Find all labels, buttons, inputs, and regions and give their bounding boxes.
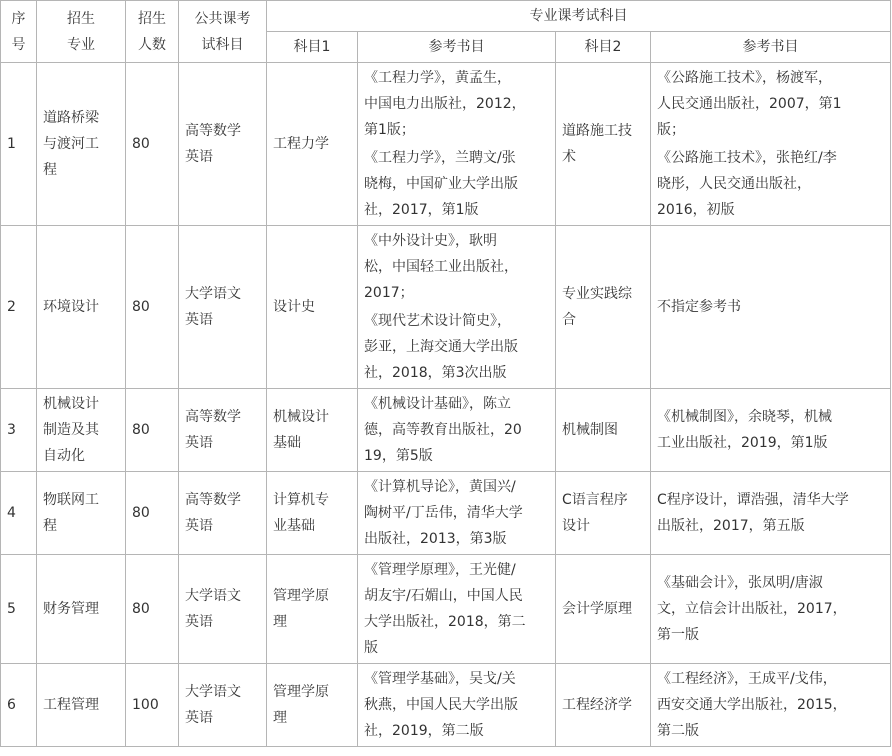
table-row — [1, 226, 891, 389]
subject2-line: 合 — [562, 312, 576, 328]
books1-cell — [358, 472, 556, 555]
major-cell — [37, 555, 126, 664]
book-reference — [364, 65, 555, 143]
major-line: 自动化 — [43, 448, 85, 464]
book-reference-line: 社，2019，第二版 — [364, 723, 484, 739]
subject1-line: 基础 — [273, 435, 301, 451]
book-reference-line: 《工程力学》，黄孟生， — [364, 70, 511, 86]
public-subject-line: 大学语文 — [185, 588, 241, 604]
major-line: 环境设计 — [43, 299, 99, 315]
books1-cell — [358, 664, 556, 747]
header-row-1 — [1, 1, 891, 32]
enrollment-cell: 80 — [126, 63, 179, 226]
book-reference-line: 出版社，2013，第3版 — [364, 531, 507, 547]
book-reference-line: 《公路施工技术》，杨渡军， — [657, 70, 832, 86]
header-books1: 参考书目 — [358, 32, 556, 63]
public-subject-line: 大学语文 — [185, 286, 241, 302]
public-subject-line: 英语 — [185, 614, 213, 630]
book-reference-line: 2017； — [364, 285, 414, 301]
book-reference — [364, 391, 555, 469]
header-text-line: 招生 — [138, 10, 166, 27]
book-reference-line: 版； — [657, 122, 685, 138]
public-subject-line: 高等数学 — [185, 123, 241, 139]
book-reference-line: C程序设计，谭浩强，清华大学 — [657, 492, 849, 508]
header-professional-subjects: 专业课考试科目 — [267, 1, 891, 32]
book-reference-line: 社，2017，第1版 — [364, 202, 479, 218]
subject2-cell — [556, 63, 651, 226]
book-reference-line: 版 — [364, 640, 378, 656]
book-reference-line: 《管理学基础》，吴戈/关 — [364, 671, 516, 687]
public-subjects-cell — [179, 555, 267, 664]
major-cell — [37, 226, 126, 389]
subject1-line: 设计史 — [273, 299, 315, 315]
header-text-line: 招生 — [67, 10, 95, 27]
header-index — [1, 1, 37, 63]
subject2-line: 专业实践综 — [562, 286, 632, 302]
book-reference-line: 《现代艺术设计简史》， — [364, 313, 511, 329]
index-cell: 3 — [1, 389, 37, 472]
major-line: 机械设计 — [43, 396, 99, 412]
book-reference-line: 《工程经济》，王成平/戈伟， — [657, 671, 837, 687]
subject1-line: 管理学原 — [273, 684, 329, 700]
subject2-line: 术 — [562, 149, 576, 165]
books1-cell — [358, 226, 556, 389]
header-public-subjects — [179, 1, 267, 63]
subject1-line: 管理学原 — [273, 588, 329, 604]
major-line: 制造及其 — [43, 422, 99, 438]
header-books2: 参考书目 — [651, 32, 891, 63]
books2-cell — [651, 472, 891, 555]
book-reference — [364, 145, 555, 223]
subject2-cell — [556, 555, 651, 664]
table-row — [1, 389, 891, 472]
header-major — [37, 1, 126, 63]
subject1-cell — [267, 472, 358, 555]
book-reference-line: 彭亚，上海交通大学出版 — [364, 339, 518, 355]
book-reference — [657, 570, 890, 648]
book-reference-line: 不指定参考书 — [657, 299, 741, 315]
index-cell: 1 — [1, 63, 37, 226]
subject2-line: C语言程序 — [562, 492, 628, 508]
subject1-cell — [267, 389, 358, 472]
book-reference — [657, 666, 890, 744]
public-subjects-cell — [179, 63, 267, 226]
index-cell: 4 — [1, 472, 37, 555]
header-text-line: 公共课考 — [194, 10, 251, 27]
major-cell — [37, 63, 126, 226]
subject1-line: 业基础 — [273, 518, 315, 534]
major-line: 程 — [43, 518, 57, 534]
book-reference — [364, 557, 555, 661]
book-reference — [657, 487, 890, 539]
header-text-line: 试科目 — [201, 36, 244, 53]
table-row — [1, 555, 891, 664]
header-text-line: 人数 — [138, 36, 166, 53]
table-row — [1, 664, 891, 747]
books2-cell — [651, 555, 891, 664]
book-reference-line: 《管理学原理》，王光健/ — [364, 562, 516, 578]
subject1-cell — [267, 63, 358, 226]
book-reference-line: 《基础会计》，张凤明/唐淑 — [657, 575, 823, 591]
book-reference-line: 第二版 — [657, 723, 699, 739]
book-reference-line: 《工程力学》，兰聘文/张 — [364, 150, 516, 166]
book-reference-line: 胡友宇/石媚山，中国人民 — [364, 588, 523, 604]
enrollment-cell: 100 — [126, 664, 179, 747]
book-reference — [657, 404, 890, 456]
subject2-cell — [556, 226, 651, 389]
subject1-cell — [267, 226, 358, 389]
public-subject-line: 英语 — [185, 149, 213, 165]
book-reference-line: 陶树平/丁岳伟，清华大学 — [364, 505, 523, 521]
subject2-cell — [556, 472, 651, 555]
public-subjects-cell — [179, 472, 267, 555]
public-subject-line: 英语 — [185, 710, 213, 726]
book-reference — [364, 228, 555, 306]
public-subject-line: 英语 — [185, 518, 213, 534]
subject1-cell — [267, 664, 358, 747]
books1-cell — [358, 63, 556, 226]
subject2-line: 工程经济学 — [562, 697, 632, 713]
public-subject-line: 高等数学 — [185, 492, 241, 508]
enrollment-cell: 80 — [126, 555, 179, 664]
header-text-line: 号 — [11, 36, 26, 53]
subject2-line: 设计 — [562, 518, 590, 534]
major-cell — [37, 472, 126, 555]
book-reference — [364, 308, 555, 386]
subject1-line: 机械设计 — [273, 409, 329, 425]
header-subject1: 科目1 — [267, 32, 358, 63]
major-cell — [37, 664, 126, 747]
book-reference-line: 社，2018，第3次出版 — [364, 365, 507, 381]
book-reference-line: 中国电力出版社，2012， — [364, 96, 526, 112]
books2-cell — [651, 63, 891, 226]
book-reference-line: 文，立信会计出版社，2017， — [657, 601, 847, 617]
enrollment-cell: 80 — [126, 226, 179, 389]
index-cell: 6 — [1, 664, 37, 747]
major-line: 物联网工 — [43, 492, 99, 508]
subject2-line: 机械制图 — [562, 422, 618, 438]
book-reference — [657, 294, 890, 320]
enrollment-cell: 80 — [126, 389, 179, 472]
public-subject-line: 英语 — [185, 435, 213, 451]
book-reference-line: 德，高等教育出版社，20 — [364, 422, 522, 438]
subject1-line: 理 — [273, 614, 287, 630]
public-subjects-cell — [179, 664, 267, 747]
subject2-cell — [556, 389, 651, 472]
major-cell — [37, 389, 126, 472]
books2-cell — [651, 664, 891, 747]
book-reference-line: 大学出版社，2018，第二 — [364, 614, 526, 630]
books2-cell — [651, 389, 891, 472]
book-reference — [657, 145, 890, 223]
subject1-line: 理 — [273, 710, 287, 726]
public-subjects-cell — [179, 389, 267, 472]
book-reference-line: 人民交通出版社，2007，第1 — [657, 96, 842, 112]
book-reference-line: 第一版 — [657, 627, 699, 643]
header-subject2: 科目2 — [556, 32, 651, 63]
header-text-line: 专业 — [67, 36, 95, 53]
index-cell: 2 — [1, 226, 37, 389]
major-line: 与渡河工 — [43, 136, 99, 152]
major-line: 工程管理 — [43, 697, 99, 713]
book-reference — [364, 474, 555, 552]
book-reference-line: 《机械制图》，余晓琴，机械 — [657, 409, 832, 425]
book-reference-line: 《公路施工技术》，张艳红/李 — [657, 150, 837, 166]
book-reference — [657, 65, 890, 143]
public-subject-line: 英语 — [185, 312, 213, 328]
book-reference-line: 第1版； — [364, 122, 415, 138]
subject1-line: 计算机专 — [273, 492, 329, 508]
public-subject-line: 大学语文 — [185, 684, 241, 700]
book-reference-line: 秋燕，中国人民大学出版 — [364, 697, 518, 713]
book-reference-line: 晓彤，人民交通出版社， — [657, 176, 811, 192]
major-line: 财务管理 — [43, 601, 99, 617]
major-line: 道路桥梁 — [43, 110, 99, 126]
header-enrollment — [126, 1, 179, 63]
book-reference-line: 西安交通大学出版社，2015， — [657, 697, 847, 713]
enrollment-cell: 80 — [126, 472, 179, 555]
book-reference-line: 《中外设计史》，耿明 — [364, 233, 497, 249]
books1-cell — [358, 555, 556, 664]
book-reference-line: 《计算机导论》，黄国兴/ — [364, 479, 516, 495]
book-reference — [364, 666, 555, 744]
book-reference-line: 晓梅，中国矿业大学出版 — [364, 176, 518, 192]
books1-cell — [358, 389, 556, 472]
book-reference-line: 出版社，2017，第五版 — [657, 518, 805, 534]
books2-cell — [651, 226, 891, 389]
subject1-line: 工程力学 — [273, 136, 329, 152]
subject2-line: 道路施工技 — [562, 123, 632, 139]
header-text-line: 序 — [11, 10, 26, 27]
book-reference-line: 《机械设计基础》，陈立 — [364, 396, 511, 412]
major-line: 程 — [43, 162, 57, 178]
public-subject-line: 高等数学 — [185, 409, 241, 425]
subject2-line: 会计学原理 — [562, 601, 632, 617]
book-reference-line: 松，中国轻工业出版社， — [364, 259, 518, 275]
table-row — [1, 63, 891, 226]
index-cell: 5 — [1, 555, 37, 664]
public-subjects-cell — [179, 226, 267, 389]
subject2-cell — [556, 664, 651, 747]
book-reference-line: 19，第5版 — [364, 448, 433, 464]
book-reference-line: 2016，初版 — [657, 202, 735, 218]
subject1-cell — [267, 555, 358, 664]
book-reference-line: 工业出版社，2019，第1版 — [657, 435, 828, 451]
table-row — [1, 472, 891, 555]
